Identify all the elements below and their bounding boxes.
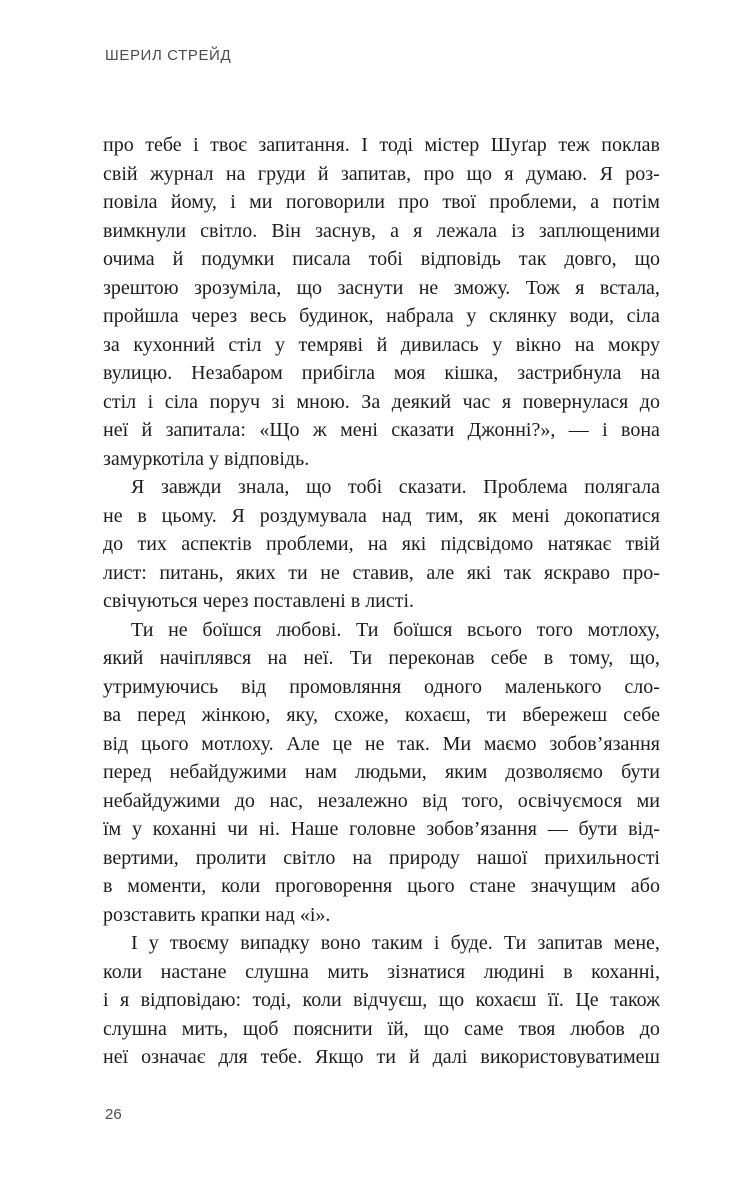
text-line: лист: питань, яких ти не ставив, але які так яскраво про- <box>103 561 660 584</box>
page-number: 26 <box>105 1106 122 1123</box>
text-line: неї означає для тебе. Якщо ти й далі використовуватимеш <box>103 1046 660 1068</box>
text-line: утримуючись від промовляння одного маленького сло- <box>103 675 660 698</box>
text-line: Я завжди знала, що тобі сказати. Проблема полягала <box>131 476 660 498</box>
text-line: не в цьому. Я роздумувала над тим, як мені докопатися <box>103 504 660 527</box>
text-line: про тебе і твоє запитання. І тоді містер Шуґар теж поклав <box>103 134 660 156</box>
text-line: перед небайдужими нам людьми, яким дозволяємо бути <box>103 761 660 783</box>
text-line: вулицю. Незабаром прибігла моя кішка, застрибнула на <box>103 362 660 384</box>
text-line: небайдужими до нас, незалежно від того, освічуємося ми <box>103 789 660 812</box>
body-text <box>103 131 660 1072</box>
text-line: який начіплявся на неї. Ти переконав себе в тому, що, <box>103 647 660 669</box>
text-line: їм у коханні чи ні. Наше головне зобов’язання — бути від- <box>103 818 660 840</box>
text-line: пройшла через весь будинок, набрала у склянку води, сіла <box>103 305 660 327</box>
text-line: зрештою зрозуміла, що заснути не зможу. Тож я встала, <box>103 276 660 299</box>
text-line: в моменти, коли проговорення цього стане значущим або <box>103 875 660 897</box>
text-line: замуркотіла у відповідь. <box>103 447 310 470</box>
text-line: і я відповідаю: тоді, коли відчуєш, що кохаєш її. Це також <box>103 989 660 1011</box>
text-line: вертими, пролити світло на природу нашої прихильності <box>103 846 660 869</box>
text-line: слушна мить, щоб пояснити їй, що саме твоя любов до <box>103 1017 660 1040</box>
text-line: коли настане слушна мить зізнатися людині в коханні, <box>103 960 660 983</box>
text-line: вимкнули світло. Він заснув, а я лежала із заплющеними <box>103 219 660 242</box>
text-line: І у твоєму випадку воно таким і буде. Ти запитав мене, <box>131 932 660 954</box>
text-line: повіла йому, і ми поговорили про твої проблеми, а потім <box>103 191 660 213</box>
text-line: від цього мотлоху. Але це не так. Ми маємо зобов’язання <box>103 732 660 755</box>
text-line: до тих аспектів проблеми, на які підсвідомо натякає твій <box>103 533 660 555</box>
running-header-author: ШЕРИЛ СТРЕЙД <box>105 47 232 64</box>
text-line: за кухонний стіл у темряві й дивилась у вікно на мокру <box>103 333 660 356</box>
text-line: неї й запитала: «Що ж мені сказати Джонні?», — і вона <box>103 419 660 441</box>
text-line: ва перед жінкою, яку, схоже, кохаєш, ти вбережеш себе <box>103 704 660 726</box>
text-line: розставить крапки над «і». <box>103 903 331 926</box>
text-line: свій журнал на груди й запитав, про що я думаю. Я роз- <box>103 162 660 185</box>
text-line: свічуються через поставлені в листі. <box>103 590 415 612</box>
text-line: стіл і сіла поруч зі мною. За деякий час я повернулася до <box>103 390 660 413</box>
text-line: очима й подумки писала тобі відповідь так довго, що <box>103 248 660 270</box>
text-line: Ти не боїшся любові. Ти боїшся всього того мотлоху, <box>131 618 660 641</box>
